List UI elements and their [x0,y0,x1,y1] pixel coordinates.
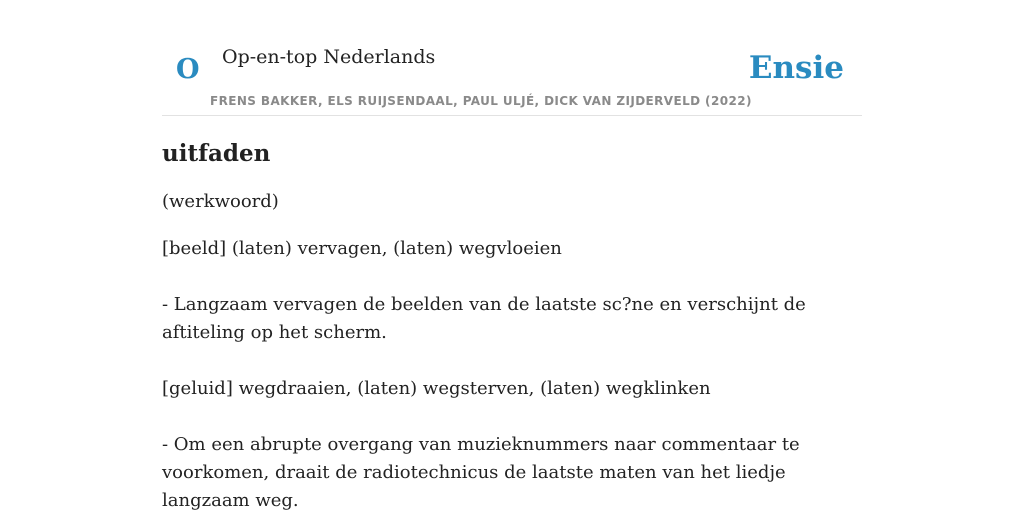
headword: uitfaden [162,140,271,167]
entry-content [162,138,867,512]
source-title[interactable]: Op-en-top Nederlands [222,46,436,68]
example-beeld: - Langzaam vervagen de beelden van de laatste sc?ne en verschijnt de aftiteling op het scherm. [162,294,806,343]
example-geluid: - Om een abrupte overgang van muzieknummers naar commentaar te voorkomen, draait de radiotechnicus de laatste maten van het liedje langzaam weg. [162,434,800,511]
ensie-logo-link[interactable]: Ensie [748,50,844,86]
sense-geluid: [geluid] wegdraaien, (laten) wegsterven, (laten) wegklinken [162,378,711,399]
source-header [162,36,862,116]
source-authors: FRENS BAKKER, ELS RUIJSENDAAL, PAUL ULJÉ, DICK VAN ZIJDERVELD (2022) [210,94,752,108]
source-letter-icon: O [176,54,200,85]
part-of-speech: (werkwoord) [162,191,279,212]
sense-beeld: [beeld] (laten) vervagen, (laten) wegvloeien [162,238,562,259]
